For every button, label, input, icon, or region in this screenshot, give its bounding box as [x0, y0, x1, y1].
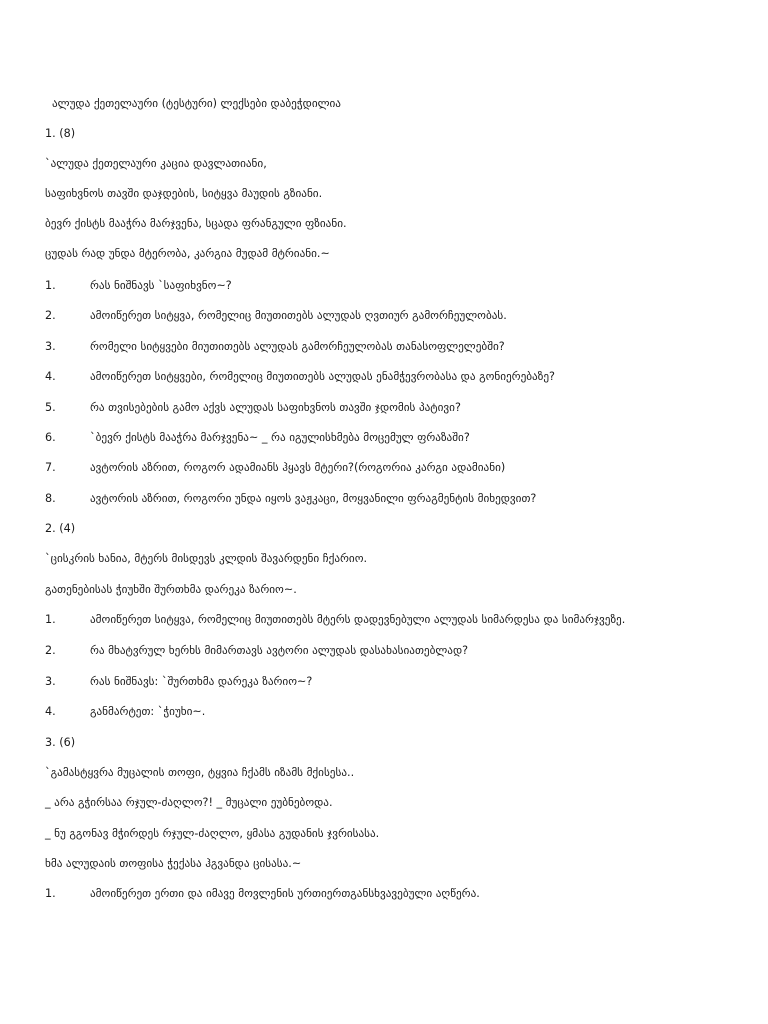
- document-title: ალუდა ქეთელაური (ტესტური) ლექსები დაბეჭდილია: [52, 97, 341, 110]
- question-text: ამოიწერეთ ერთი და იმავე მოვლენის ურთიერთგანსხვავებული აღწერა.: [90, 887, 480, 900]
- question-number: 5.: [45, 401, 56, 414]
- question-number: 8.: [45, 492, 56, 505]
- question-text: ამოიწერეთ სიტყვა, რომელიც მიუთითებს ალუდას ღვთიურ გამორჩეულობას.: [90, 309, 507, 322]
- verse-line: ბევრ ქისტს მააჭრა მარჯვენა, სცადა ფრანგული ფზიანი.: [45, 217, 347, 230]
- question-text: რას ნიშნავს `საფიხვნო~?: [90, 279, 232, 292]
- verse-line: საფიხვნოს თავში დაჯდების, სიტყვა მაუდის გზიანი.: [45, 187, 323, 200]
- question-text: რა თვისებების გამო აქვს ალუდას საფიხვნოს თავში ჯდომის პატივი?: [90, 401, 461, 414]
- question-number: 7.: [45, 461, 56, 474]
- section-3-heading: 3. (6): [45, 736, 76, 749]
- question-number: 1.: [45, 613, 56, 626]
- question-number: 4.: [45, 370, 56, 383]
- section-2-heading: 2. (4): [45, 522, 76, 535]
- question-text: განმარტეთ: `ჭიუხი~.: [90, 705, 206, 718]
- question-number: 3.: [45, 340, 56, 353]
- question-text: ავტორის აზრით, როგორი უნდა იყოს ვაჟკაცი, მოყვანილი ფრაგმენტის მიხედვით?: [90, 492, 537, 505]
- question-number: 2.: [45, 309, 56, 322]
- verse-line: _ ნუ გგონავ მჭირდეს რჯულ-ძაღლო, ყმასა გუდანის ჯვრისასა.: [45, 827, 380, 840]
- question-text: ამოიწერეთ სიტყვები, რომელიც მიუთითებს ალუდას ენამჭევრობასა და გონიერებაზე?: [90, 370, 555, 383]
- question-number: 3.: [45, 675, 56, 688]
- question-number: 1.: [45, 279, 56, 292]
- verse-line: _ არა გჭირსაა რჯულ-ძაღლო?! _ მუცალი ეუბნებოდა.: [45, 796, 333, 809]
- question-text: რას ნიშნავს: `შურთხმა დარეკა ზარიო~?: [90, 675, 313, 688]
- question-text: ავტორის აზრით, როგორ ადამიანს ჰყავს მტერი?(როგორია კარგი ადამიანი): [90, 461, 506, 474]
- question-number: 6.: [45, 431, 56, 444]
- verse-line: გათენებისას ჭიუხში შურთხმა დარეკა ზარიო~.: [45, 583, 297, 596]
- question-text: ამოიწერეთ სიტყვა, რომელიც მიუთითებს მტერს დადევნებული ალუდას სიმარდესა და სიმარჯვეზე.: [90, 613, 626, 626]
- verse-line: ხმა ალუდაის თოფისა ჭექასა ჰგვანდა ცისასა.~: [45, 857, 302, 870]
- verse-line: ცუდას რად უნდა მტერობა, კარგია მუდამ მტრიანი.~: [45, 247, 330, 260]
- question-text: რა მხატვრულ ხერხს მიმართავს ავტორი ალუდას დასახასიათებლად?: [90, 644, 469, 657]
- verse-line: `ცისკრის ხანია, მტერს მისდევს კლდის შავარდენი ჩქარიო.: [45, 552, 368, 565]
- question-number: 4.: [45, 705, 56, 718]
- question-number: 1.: [45, 887, 56, 900]
- section-1-heading: 1. (8): [45, 127, 76, 140]
- question-number: 2.: [45, 644, 56, 657]
- question-text: `ბევრ ქისტს მააჭრა მარჯვენა~ _ რა იგულისხმება მოცემულ ფრაზაში?: [90, 431, 470, 444]
- question-text: რომელი სიტყვები მიუთითებს ალუდას გამორჩეულობას თანასოფლელებში?: [90, 340, 505, 353]
- verse-line: `ალუდა ქეთელაური კაცია დავლათიანი,: [45, 157, 267, 170]
- verse-line: `გამასტყვრა მუცალის თოფი, ტყვია ჩქამს იზამს მქისესა..: [45, 766, 355, 779]
